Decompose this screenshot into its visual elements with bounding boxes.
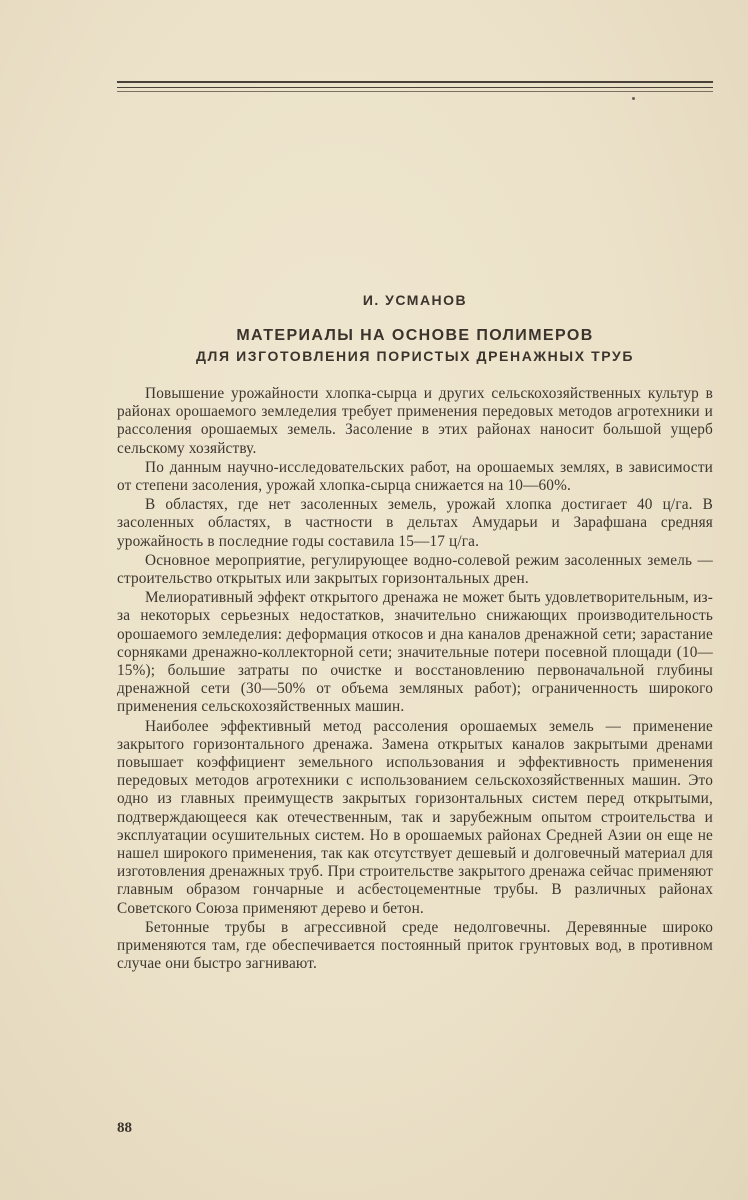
paragraph: Повышение урожайности хлопка-сырца и других сельскохозяйственных культур в районах орошаемого земледелия требует применения передовых методов агротехники и рассоления орошаемых земель. Засоление в этих районах наносит большой ущерб сельскому хозяйству.	[117, 385, 713, 457]
paragraph: В областях, где нет засоленных земель, урожай хлопка достигает 40 ц/га. В засоленных областях, в частности в дельтах Амударьи и Зарафшана средняя урожайность в последние годы составила 15—17 ц/га.	[117, 496, 713, 550]
header-rule-bottom	[117, 91, 713, 92]
print-speck	[632, 97, 635, 100]
article-body	[117, 385, 713, 974]
header-rule-top	[117, 81, 713, 83]
paragraph: Основное мероприятие, регулирующее водно-солевой режим засоленных земель — строительство открытых или закрытых горизонтальных дрен.	[117, 551, 713, 588]
article-title-line-1: МАТЕРИАЛЫ НА ОСНОВЕ ПОЛИМЕРОВ	[236, 327, 594, 344]
article-author: И. УСМАНОВ	[362, 292, 468, 308]
article-title-line-2: ДЛЯ ИЗГОТОВЛЕНИЯ ПОРИСТЫХ ДРЕНАЖНЫХ ТРУБ	[195, 348, 634, 364]
paragraph: По данным научно-исследовательских работ, на орошаемых землях, в зависимости от степени засоления, урожай хлопка-сырца снижается на 10—60%.	[117, 458, 713, 495]
page-number: 88	[117, 1120, 132, 1136]
article-title	[117, 326, 713, 366]
paragraph: Мелиоративный эффект открытого дренажа не может быть удовлетворительным, из-за некоторых серьезных недостатков, значительно снижающих производительность орошаемого земледелия: деформация откосов и дна каналов дренажной сети; зарастание сорняками дренажно-коллекторной сети; значительные потери посевной площади (10—15%); большие затраты по очистке и восстановлению первоначальной глубины дренажной сети (30—50% от объема земляных работ); ограниченность широкого применения сельскохозяйственных машин.	[117, 589, 713, 716]
paragraph: Наиболее эффективный метод рассоления орошаемых земель — применение закрытого горизонтального дренажа. Замена открытых каналов закрытыми дренами повышает коэффициент земельного использования и эффективность применения передовых методов агротехники с использованием сельскохозяйственных машин. Это одно из главных преимуществ закрытых горизонтальных систем перед открытыми, подтверждающееся как отечественным, так и зарубежным опытом строительства и эксплуатации осушительных систем. Но в орошаемых районах Средней Азии он еще не нашел широкого применения, так как отсутствует дешевый и долговечный материал для изготовления дренажных труб. При строительстве закрытого дренажа сейчас применяют главным образом гончарные и асбестоцементные трубы. В различных районах Советского Союза применяют дерево и бетон.	[117, 717, 713, 917]
header-rule-middle	[117, 87, 713, 88]
paragraph: Бетонные трубы в агрессивной среде недолговечны. Деревянные широко применяются там, где обеспечивается постоянный приток грунтовых вод, в противном случае они быстро загнивают.	[117, 918, 713, 973]
